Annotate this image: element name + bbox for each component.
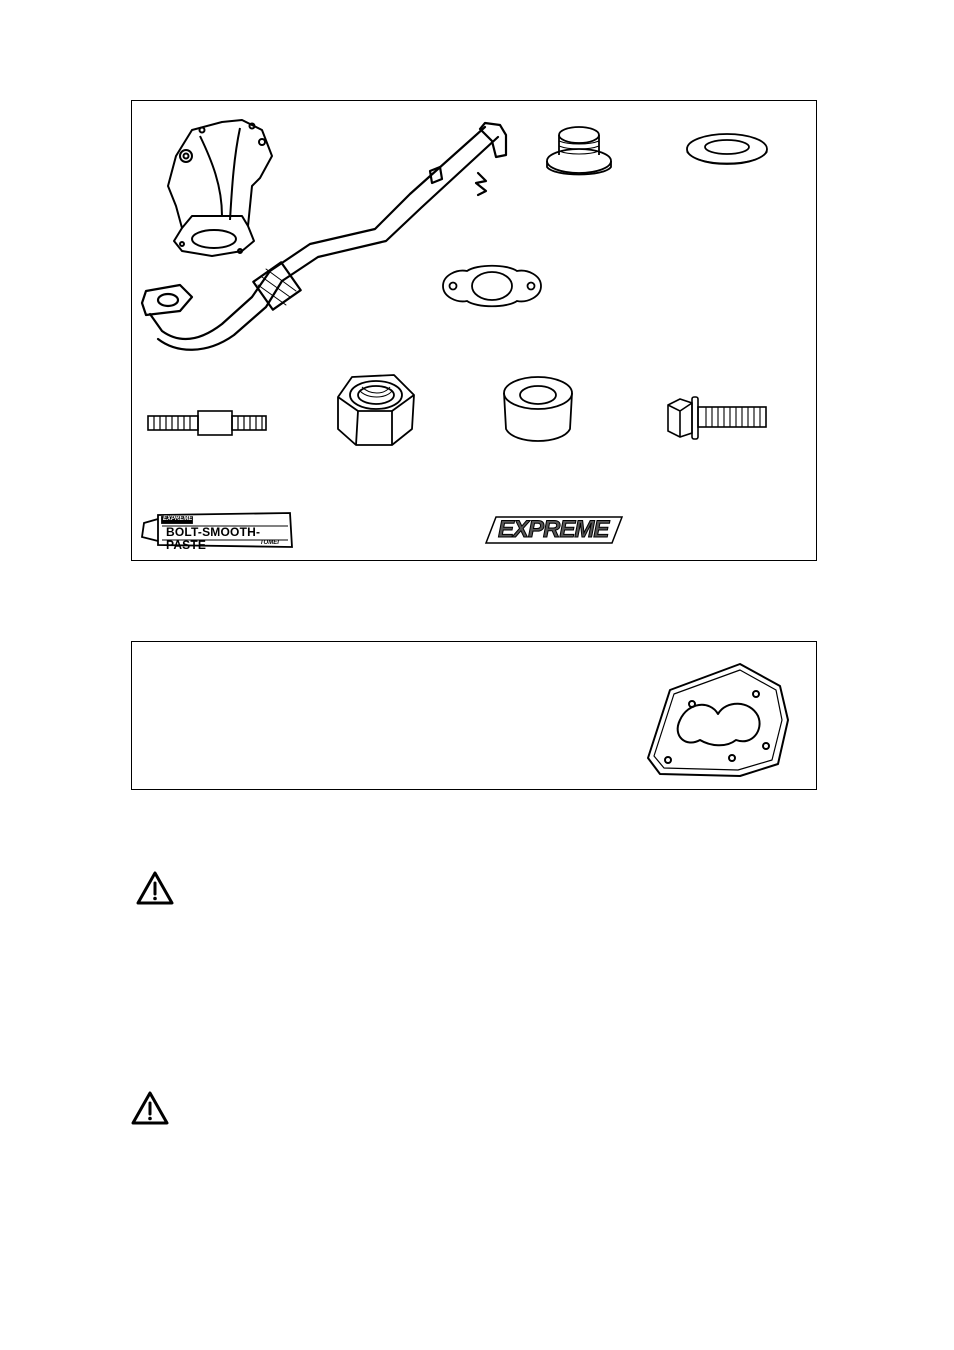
parts-list-box <box>131 100 817 561</box>
flange-bolt-icon <box>662 393 772 443</box>
logo-text: EXPREME <box>498 516 609 543</box>
expreme-logo <box>484 515 624 545</box>
front-pipe-icon <box>140 119 520 351</box>
gasket-icon <box>437 261 547 311</box>
optional-parts-box <box>131 641 817 790</box>
tube-brand-text: EXPREME <box>163 516 193 522</box>
stud-bolt-icon <box>142 403 272 443</box>
washer-icon <box>682 129 772 169</box>
plug-bolt-icon <box>544 123 614 181</box>
bolt-smooth-paste-tube <box>140 509 294 551</box>
warning-triangle-icon <box>135 870 175 906</box>
hex-nut-icon <box>332 369 422 449</box>
tube-maker-text: TOMEI <box>260 540 279 546</box>
turbo-gasket-icon <box>640 660 792 780</box>
collar-icon <box>498 373 578 449</box>
tube-label-text: BOLT-SMOOTH-PASTE <box>166 525 261 552</box>
warning-triangle-icon <box>130 1090 170 1126</box>
